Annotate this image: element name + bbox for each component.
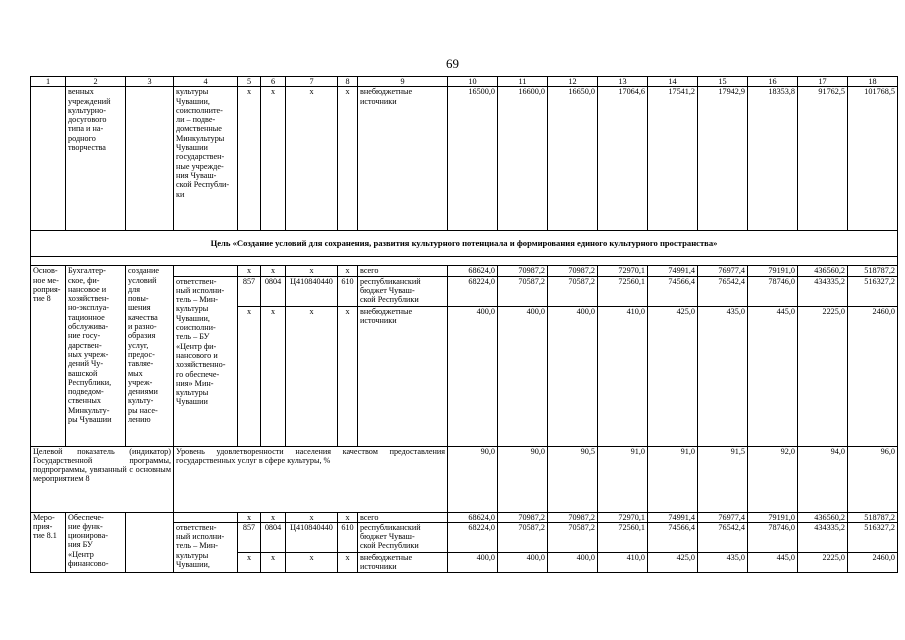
header-cell: 17 <box>798 77 848 87</box>
header-cell: 5 <box>238 77 261 87</box>
cell-value: 518787,2 <box>848 266 898 276</box>
cell-value: 68224,0 <box>448 276 498 306</box>
cell-value: 96,0 <box>848 446 898 512</box>
cell-code: 857 <box>238 522 261 552</box>
cell-value: 72970,1 <box>598 512 648 522</box>
cell-value: 17064,6 <box>598 87 648 231</box>
cell-code: 0804 <box>261 522 286 552</box>
header-cell: 18 <box>848 77 898 87</box>
cell-value: 436560,2 <box>798 266 848 276</box>
cell-value: 16650,0 <box>548 87 598 231</box>
cell <box>31 87 66 231</box>
cell-code: x <box>286 306 338 446</box>
cell-code: x <box>238 512 261 522</box>
cell-source: всего <box>358 512 448 522</box>
header-cell: 2 <box>66 77 126 87</box>
cell-value: 435,0 <box>698 552 748 572</box>
cell-value: 70987,2 <box>498 512 548 522</box>
cell-value: 445,0 <box>748 552 798 572</box>
cell-value: 2225,0 <box>798 552 848 572</box>
cell-source: внебюджетные источники <box>358 552 448 572</box>
header-cell: 6 <box>261 77 286 87</box>
cell-indicator-text: Уровень удовлетворенности населения качеством предоставления государственных услуг в сфере культуры, % <box>174 446 448 512</box>
goal-title: Цель «Создание условий для сохранения, развития культурного потенциала и формирования единого культурного пространства» <box>31 231 898 257</box>
cell-value: 434335,2 <box>798 276 848 306</box>
cell-source: внебюджетные источники <box>358 306 448 446</box>
header-row <box>31 77 898 87</box>
cell-code: x <box>261 552 286 572</box>
cell-code: x <box>286 512 338 522</box>
cell-value: 16500,0 <box>448 87 498 231</box>
cell <box>174 512 238 522</box>
cell-value: 78746,0 <box>748 522 798 552</box>
cell-value: 2460,0 <box>848 306 898 446</box>
cell-source: республиканский бюджет Чуваш- ской Республики <box>358 276 448 306</box>
cell-value: 425,0 <box>648 306 698 446</box>
cell-value: 101768,5 <box>848 87 898 231</box>
cell-code: x <box>338 306 358 446</box>
cell-value: 2225,0 <box>798 306 848 446</box>
cell-code: x <box>338 266 358 276</box>
cell-value: 436560,2 <box>798 512 848 522</box>
cell-code: x <box>286 552 338 572</box>
header-cell: 3 <box>126 77 174 87</box>
cell-code: x <box>338 552 358 572</box>
cell-value: 434335,2 <box>798 522 848 552</box>
cell-code: x <box>261 512 286 522</box>
cell-source: внебюджетные источники <box>358 87 448 231</box>
cell-value: 76977,4 <box>698 266 748 276</box>
cell-value: 76542,4 <box>698 276 748 306</box>
cell-value: 91,5 <box>698 446 748 512</box>
cell-code: x <box>261 266 286 276</box>
cell-value: 2460,0 <box>848 552 898 572</box>
cell-value: 76977,4 <box>698 512 748 522</box>
cell-value: 400,0 <box>548 306 598 446</box>
cell-code: 857 <box>238 276 261 306</box>
cell-event-name: Обеспече- ние функ- ционирова- ния БУ «Центр финансово- <box>66 512 126 572</box>
cell-value: 400,0 <box>448 552 498 572</box>
cell-goal <box>126 512 174 572</box>
cell-code: x <box>238 266 261 276</box>
header-cell: 15 <box>698 77 748 87</box>
table-row <box>31 266 898 276</box>
cell-value: 94,0 <box>798 446 848 512</box>
cell-value: 70587,2 <box>548 276 598 306</box>
cell <box>174 266 238 276</box>
cell-code: x <box>238 87 261 231</box>
cell-value: 400,0 <box>448 306 498 446</box>
spacer-row <box>31 257 898 266</box>
cell-source: всего <box>358 266 448 276</box>
cell-executor: ответствен- ный исполни- тель – Мин- культуры Чувашии, <box>174 522 238 572</box>
cell-value: 68224,0 <box>448 522 498 552</box>
cell-code: Ц410840440 <box>286 522 338 552</box>
cell-code: x <box>261 306 286 446</box>
cell-code: x <box>238 306 261 446</box>
cell-value: 516327,2 <box>848 276 898 306</box>
cell-value: 435,0 <box>698 306 748 446</box>
cell-value: 90,0 <box>448 446 498 512</box>
table-row <box>31 512 898 522</box>
header-cell: 1 <box>31 77 66 87</box>
cell-value: 18353,8 <box>748 87 798 231</box>
cell-value: 74566,4 <box>648 276 698 306</box>
cell-value: 72560,1 <box>598 276 648 306</box>
cell-code: x <box>338 512 358 522</box>
cell-value: 91762,5 <box>798 87 848 231</box>
cell-value: 425,0 <box>648 552 698 572</box>
cell-value: 68624,0 <box>448 512 498 522</box>
cell-code: Ц410840440 <box>286 276 338 306</box>
cell-code: x <box>238 552 261 572</box>
cell-value: 79191,0 <box>748 512 798 522</box>
header-cell: 9 <box>358 77 448 87</box>
cell-value: 72560,1 <box>598 522 648 552</box>
cell-value: 72970,1 <box>598 266 648 276</box>
cell-value: 516327,2 <box>848 522 898 552</box>
header-cell: 14 <box>648 77 698 87</box>
cell-value: 70587,2 <box>498 276 548 306</box>
cell-value: 79191,0 <box>748 266 798 276</box>
cell-value: 410,0 <box>598 552 648 572</box>
cell-value: 445,0 <box>748 306 798 446</box>
cell-value: 70987,2 <box>498 266 548 276</box>
header-cell: 7 <box>286 77 338 87</box>
cell-value: 92,0 <box>748 446 798 512</box>
cell-value: 91,0 <box>598 446 648 512</box>
cell <box>126 87 174 231</box>
cell-value: 74566,4 <box>648 522 698 552</box>
cell-value: 90,5 <box>548 446 598 512</box>
cell-value: 16600,0 <box>498 87 548 231</box>
cell-value: 17942,9 <box>698 87 748 231</box>
cell-value: 68624,0 <box>448 266 498 276</box>
header-cell: 8 <box>338 77 358 87</box>
header-cell: 10 <box>448 77 498 87</box>
cell-source: республиканский бюджет Чуваш- ской Республики <box>358 522 448 552</box>
cell-value: 70587,2 <box>498 522 548 552</box>
cell-event-name: Бухгалтер- ское, фи- нансовое и хозяйствен- но-эксплуа- тационное обслужива- ние госу- дарствен- ных учреж- дений Чу- вашской Республики, подведом- ственных Минкульту- ры Чувашии <box>66 266 126 446</box>
cell-value: 74991,4 <box>648 512 698 522</box>
cell-value: 78746,0 <box>748 276 798 306</box>
cell-value: 74991,4 <box>648 266 698 276</box>
cell-value: 90,0 <box>498 446 548 512</box>
cell-status: Меро- прия- тие 8.1 <box>31 512 66 572</box>
budget-table <box>30 76 898 573</box>
cell-code: 610 <box>338 522 358 552</box>
cell-code: x <box>286 266 338 276</box>
cell-goal: создание условий для повы- шения качества и разно- образия услуг, предос- тавляе- мых учреж- дениями культу- ры насе- лению <box>126 266 174 446</box>
cell-executor: ответствен- ный исполни- тель – Мин- культуры Чувашии, соисполни- тель – БУ «Центр фи- нансового и хозяйственно- го обеспече- ния» Мин- культуры Чувашии <box>174 276 238 446</box>
indicator-row <box>31 446 898 512</box>
cell-code: 0804 <box>261 276 286 306</box>
header-cell: 13 <box>598 77 648 87</box>
cell-executor: культуры Чувашии, соисполните- ли – подве- домственные Минкультуры Чувашии государствен- ные учрежде- ния Чуваш- ской Республи- ки <box>174 87 238 231</box>
cell-value: 400,0 <box>498 552 548 572</box>
cell-indicator-label: Целевой показатель (индикатор) Государственной программы, подпрограммы, увязанный с основным мероприятием 8 <box>31 446 174 512</box>
table-row <box>31 87 898 231</box>
cell-value: 70987,2 <box>548 512 598 522</box>
cell-value: 400,0 <box>498 306 548 446</box>
cell-value: 70587,2 <box>548 522 598 552</box>
cell-value: 400,0 <box>548 552 598 572</box>
cell-value: 410,0 <box>598 306 648 446</box>
header-cell: 4 <box>174 77 238 87</box>
cell-status: Основ- ное ме- роприя- тие 8 <box>31 266 66 446</box>
cell-value: 70987,2 <box>548 266 598 276</box>
cell-code: 610 <box>338 276 358 306</box>
header-cell: 12 <box>548 77 598 87</box>
cell-event-name: венных учреждений культурно- досугового типа и на- родного творчества <box>66 87 126 231</box>
cell-code: x <box>286 87 338 231</box>
spacer-cell <box>31 257 898 266</box>
header-cell: 16 <box>748 77 798 87</box>
cell-value: 17541,2 <box>648 87 698 231</box>
cell-code: x <box>261 87 286 231</box>
cell-value: 76542,4 <box>698 522 748 552</box>
cell-value: 518787,2 <box>848 512 898 522</box>
page-number: 69 <box>446 56 459 71</box>
cell-value: 91,0 <box>648 446 698 512</box>
header-cell: 11 <box>498 77 548 87</box>
goal-row <box>31 231 898 257</box>
cell-code: x <box>338 87 358 231</box>
